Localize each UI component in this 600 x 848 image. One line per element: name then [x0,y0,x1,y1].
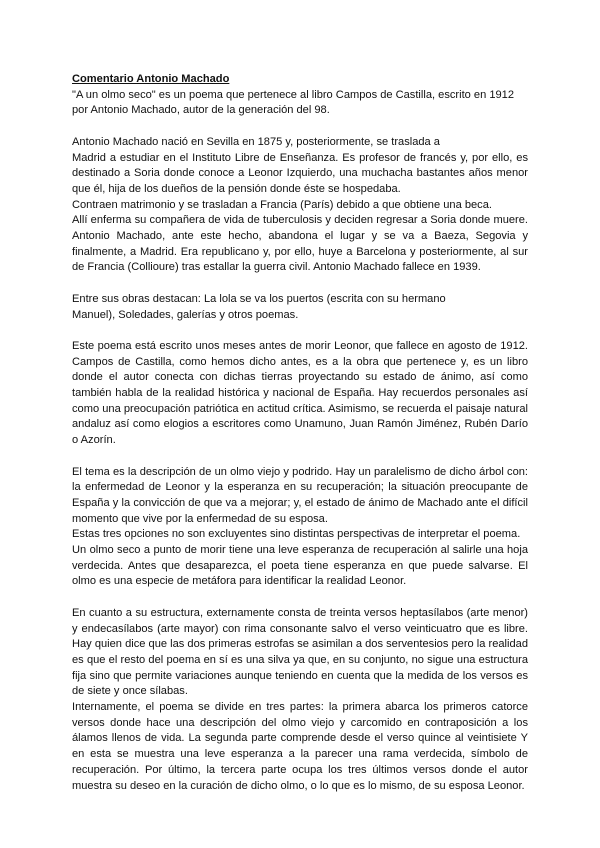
context-paragraph: Este poema está escrito unos meses antes de morir Leonor, que fallece en agosto de 1912. Campos de Castilla, como hemos dicho antes, es a la obra que pertenece y, es un libro donde el autor conecta con dichas tierras proyectando su estado de ánimo, así como también habla de la realidad histórica y nacional de España. Hay recuerdos personales así como una preocupación patriótica en actitud crítica. Asimismo, se recuerda el paisaje natural andaluz así como elogios a escritores como Unamuno, Juan Ramón Jiménez, Rubén Darío o Azorín. [72,339,528,447]
bio-paragraph-4: Allí enferma su compañera de vida de tuberculosis y deciden regresar a Soria donde muere. Antonio Machado, ante este hecho, abandona el lugar y se va a Baeza, Segovia y finalmente, a Madrid. Era republicano y, por ello, huye a Barcelona y posteriormente, al sur de Francia (Collioure) tras estallar la guerra civil. Antonio Machado fallece en 1939. [72,214,528,274]
document-page [72,72,528,794]
intro-line-1: "A un olmo seco" es un poema que pertenece al libro Campos de Castilla, escrito en 1912 [72,88,515,101]
document-title: Comentario Antonio Machado [72,73,230,85]
bio-paragraph-2: Madrid a estudiar en el Instituto Libre de Enseñanza. Es profesor de francés y, por ello, es destinado a Soria donde conoce a Leonor Izquierdo, una muchacha bastantes años menor que él, hija de los dueños de la pensión donde éste se hospedaba. [72,151,528,195]
works-line-2: Manuel), Soledades, galerías y otros poemas. [72,308,299,321]
theme-paragraph-3: Un olmo seco a punto de morir tiene una leve esperanza de recuperación al salirle una hoja verdecida. Antes que desaparezca, el poeta tiene esperanza en que puede salvarse. El olmo es una especie de metáfora para identificar la realidad Leonor. [72,544,528,588]
works-line-1: Entre sus obras destacan: La lola se va los puertos (escrita con su hermano [72,292,446,305]
intro-line-2: por Antonio Machado, autor de la generación del 98. [72,104,330,117]
bio-line-1: Antonio Machado nació en Sevilla en 1875 y, posteriormente, se traslada a [72,135,440,148]
structure-paragraph-1: En cuanto a su estructura, externamente consta de treinta versos heptasílabos (arte menor) y endecasílabos (arte mayor) con rima consonante salvo el verso veinticuatro que es libre. Hay quien dice que las dos primeras estrofas se asimilan a dos serventesios pero la realidad es que el resto del poema en sí es una silva ya que, en su conjunto, no sigue una estructura fija sino que permite variaciones aunque teniendo en cuenta que la medida de los versos es de siete y once sílabas. [72,606,528,698]
theme-paragraph-1: El tema es la descripción de un olmo viejo y podrido. Hay un paralelismo de dicho árbol con: la enfermedad de Leonor y la esperanza en su recuperación; la situación preocupante de España y la convicción de que va a mejorar; y, el estado de ánimo de Machado ante el difícil momento que vive por la enfermedad de su esposa. [72,465,528,525]
theme-paragraph-2: Estas tres opciones no son excluyentes sino distintas perspectivas de interpretar el poema. [72,528,521,541]
structure-paragraph-2: Internamente, el poema se divide en tres partes: la primera abarca los primeros catorce versos donde hace una descripción del olmo viejo y carcomido en contraposición a los álamos llenos de vida. La segunda parte comprende desde el verso quince al veintisiete Y en esta se muestra una leve esperanza a la parecer una rama verdecida, símbolo de recuperación. Por último, la tercera parte ocupa los tres últimos versos donde el autor muestra su deseo en la curación de dicho olmo, o lo que es lo mismo, de su esposa Leonor. [72,701,528,792]
bio-line-3: Contraen matrimonio y se trasladan a Francia (París) debido a que obtiene una beca. [72,198,492,211]
